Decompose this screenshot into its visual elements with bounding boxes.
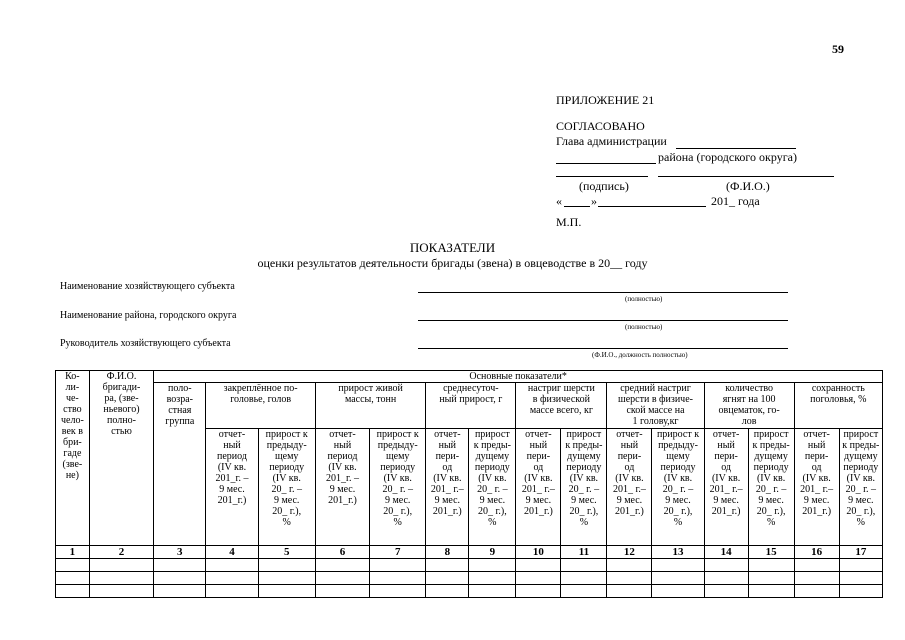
header-group-survival: сохранность поголовья, % [794,383,882,429]
date-close-quote: » [591,194,597,208]
column-number-row [56,546,883,559]
subheader-growth: прирост к предыду- щему периоду (IV кв. 20_ г. – 9 мес. 20_ г.), % [258,429,315,546]
district-line [556,163,656,164]
column-number: 9 [469,546,516,559]
column-number: 10 [516,546,561,559]
field-entity-hint: (полностью) [625,295,663,303]
table-row [56,559,883,572]
header-people-count: Ко- ли- че- ство чело- век в бри- гаде (зве- не) [56,371,90,546]
document-subtitle: оценки результатов деятельности бригады (звена) в овцеводстве в 20__ году [257,256,648,270]
column-number: 3 [154,546,206,559]
head-label: Глава администрации [556,134,667,148]
subheader-growth: прирост к преды- дущему периоду (IV кв. 20_ г. – 9 мес. 20_ г.), % [469,429,516,546]
subheader-report-period: отчет- ный пери- од (IV кв. 201_ г.– 9 мес. 201_г.) [607,429,652,546]
column-number: 2 [89,546,153,559]
indicators-table [55,370,883,598]
date-open-quote: « [556,194,562,208]
field-head-line [418,348,788,349]
column-number: 5 [258,546,315,559]
header-group-daily-gain: среднесуточ- ный прирост, г [426,383,516,429]
subheader-report-period: отчет- ный период (IV кв. 201_г. – 9 мес. 201_г.) [315,429,369,546]
header-group-livestock: закреплённое по- головье, голов [206,383,315,429]
header-group-lambs: количество ягнят на 100 овцематок, го- лов [704,383,794,429]
subheader-growth: прирост к предыду- щему периоду (IV кв. 20_ г. – 9 мес. 20_ г.), % [652,429,704,546]
day-line [564,206,590,207]
field-entity-label: Наименование хозяйствующего субъекта [60,281,235,292]
year-label: 201_ года [711,194,760,208]
subheader-report-period: отчет- ный период (IV кв. 201_г. – 9 мес. 201_г.) [206,429,258,546]
subheader-report-period: отчет- ный пери- од (IV кв. 201_ г.– 9 мес. 201_г.) [516,429,561,546]
table-row [56,585,883,598]
fio-line [658,176,834,177]
header-group-wool-per-head: средний настриг шерсти в физиче- ской массе на 1 голову,кг [607,383,704,429]
field-district-label: Наименование района, городского округа [60,310,237,321]
document-title: ПОКАЗАТЕЛИ [409,240,496,255]
signature-caption: (подпись) [579,179,629,193]
column-number: 13 [652,546,704,559]
month-line [598,206,706,207]
header-brigadier-name: Ф.И.О. бригади- ра, (зве- ньевого) полно- стью [89,371,153,546]
subheader-growth: прирост к преды- дущему периоду (IV кв. 20_ г. – 9 мес. 20_ г.), % [748,429,794,546]
page-number: 59 [832,42,844,56]
stamp-label: М.П. [556,215,582,229]
signature-line [556,176,648,177]
column-number: 6 [315,546,369,559]
column-number: 1 [56,546,90,559]
header-main-indicators: Основные показатели* [154,371,883,383]
field-district-line [418,320,788,321]
column-number: 11 [561,546,607,559]
column-number: 12 [607,546,652,559]
field-head-hint: (Ф.И.О., должность полностью) [592,351,688,359]
subheader-growth: прирост к преды- дущему периоду (IV кв. 20_ г. – 9 мес. 20_ г.), % [561,429,607,546]
column-number: 15 [748,546,794,559]
subheader-growth: прирост к предыду- щему периоду (IV кв. 20_ г. – 9 мес. 20_ г.), % [370,429,426,546]
fio-caption: (Ф.И.О.) [726,179,770,193]
subheader-growth: прирост к преды- дущему периоду (IV кв. 20_ г. – 9 мес. 20_ г.), % [839,429,882,546]
field-district-hint: (полностью) [625,323,663,331]
appendix-label: ПРИЛОЖЕНИЕ 21 [556,93,655,107]
header-age-group: поло- возра- стная группа [154,383,206,546]
column-number: 16 [794,546,839,559]
column-number: 4 [206,546,258,559]
agreed-label: СОГЛАСОВАНО [556,119,645,133]
column-number: 8 [426,546,469,559]
subheader-report-period: отчет- ный пери- од (IV кв. 201_ г.– 9 мес. 201_г.) [704,429,748,546]
field-head-label: Руководитель хозяйствующего субъекта [60,338,231,349]
header-group-wool-total: настриг шерсти в физической массе всего, кг [516,383,607,429]
header-group-weight-gain: прирост живой массы, тонн [315,383,425,429]
column-number: 17 [839,546,882,559]
head-line [676,148,796,149]
table-row [56,572,883,585]
column-number: 14 [704,546,748,559]
district-label: района (городского округа) [658,150,797,164]
subheader-report-period: отчет- ный пери- од (IV кв. 201_ г.– 9 мес. 201_г.) [426,429,469,546]
field-entity-line [418,292,788,293]
column-number: 7 [370,546,426,559]
subheader-report-period: отчет- ный пери- од (IV кв. 201_ г.– 9 мес. 201_г.) [794,429,839,546]
